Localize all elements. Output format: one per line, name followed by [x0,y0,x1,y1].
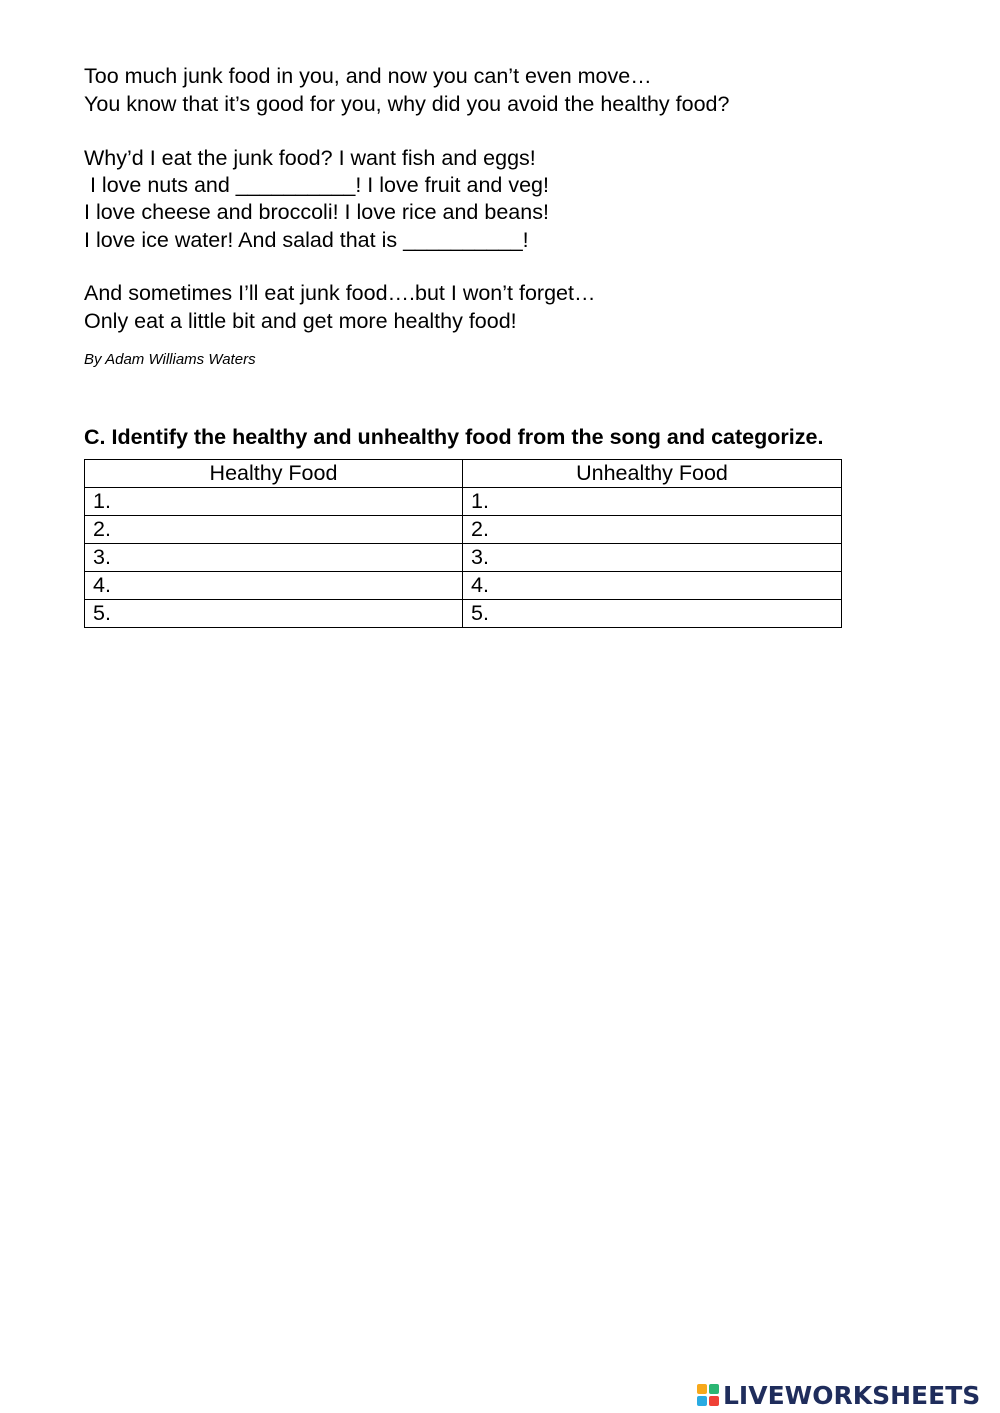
healthy-answer-cell[interactable]: 5. [85,600,463,628]
healthy-answer-cell[interactable]: 2. [85,516,463,544]
unhealthy-answer-cell[interactable]: 4. [463,572,842,600]
song-author: By Adam Williams Waters [84,351,256,368]
unhealthy-answer-cell[interactable]: 1. [463,488,842,516]
song-line-6: I love ice water! And salad that is __________! [84,228,529,252]
logo-square-icon [697,1384,707,1394]
liveworksheets-logo-icon [697,1384,719,1406]
table-row [85,516,842,544]
table-row [85,488,842,516]
logo-text: LIVEWORKSHEETS [723,1380,981,1410]
song-line-5: I love cheese and broccoli! I love rice and beans! [84,200,549,224]
logo-square-icon [709,1384,719,1394]
healthy-answer-cell[interactable]: 1. [85,488,463,516]
song-line-2: You know that it’s good for you, why did you avoid the healthy food? [84,92,730,116]
healthy-answer-cell[interactable]: 4. [85,572,463,600]
section-c-heading: C. Identify the healthy and unhealthy food from the song and categorize. [84,425,824,449]
column-header-unhealthy: Unhealthy Food [463,460,842,488]
unhealthy-answer-cell[interactable]: 3. [463,544,842,572]
table-header-row [85,460,842,488]
column-header-healthy: Healthy Food [85,460,463,488]
unhealthy-answer-cell[interactable]: 5. [463,600,842,628]
table-row [85,572,842,600]
liveworksheets-logo[interactable] [697,1380,980,1410]
song-line-4: I love nuts and __________! I love fruit and veg! [84,173,549,197]
table-row [85,600,842,628]
unhealthy-answer-cell[interactable]: 2. [463,516,842,544]
logo-square-icon [709,1396,719,1406]
song-line-3: Why’d I eat the junk food? I want fish and eggs! [84,146,536,170]
table-row [85,544,842,572]
food-category-table [84,459,842,628]
logo-square-icon [697,1396,707,1406]
song-line-7: And sometimes I’ll eat junk food….but I won’t forget… [84,281,596,305]
song-line-8: Only eat a little bit and get more healthy food! [84,309,517,333]
song-line-1: Too much junk food in you, and now you can’t even move… [84,64,652,88]
healthy-answer-cell[interactable]: 3. [85,544,463,572]
